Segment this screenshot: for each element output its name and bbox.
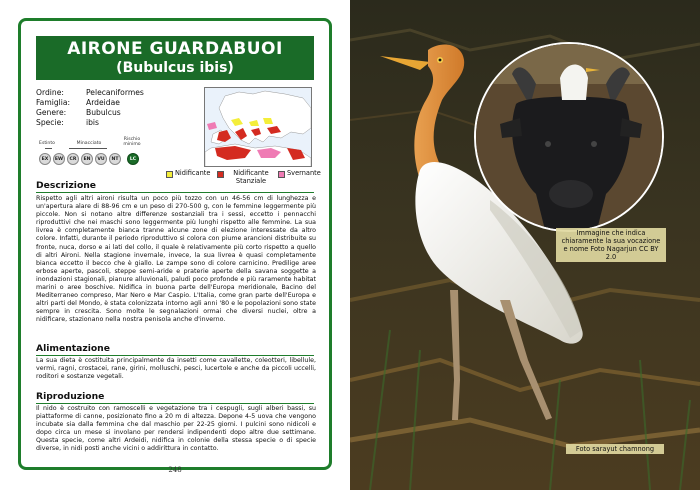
section-heading-alimentazione: Alimentazione — [36, 343, 110, 354]
map-legend — [166, 170, 336, 186]
iucn-circle-vu: VU — [95, 153, 107, 165]
legend-swatch — [166, 171, 173, 178]
taxonomy-table — [36, 88, 144, 128]
section-rule — [36, 355, 314, 356]
common-name-title: AIRONE GUARDABUOI — [67, 39, 283, 59]
taxonomy-row-specie — [36, 118, 144, 128]
legend-item-nidificante-stanziale — [217, 170, 276, 185]
right-page-photo — [350, 0, 700, 490]
legend-swatch — [217, 171, 224, 178]
taxonomy-row-genere — [36, 108, 144, 118]
taxonomy-label: Famiglia: — [36, 98, 71, 107]
iucn-circle-ex: EX — [39, 153, 51, 165]
inset-circle-photo — [474, 42, 664, 232]
taxonomy-value: Bubulcus — [86, 108, 121, 117]
taxonomy-row-famiglia — [36, 98, 144, 108]
scientific-name-title: (Bubulcus ibis) — [116, 60, 234, 76]
section-text-alimentazione: La sua dieta è costituita principalmente da insetti come cavallette, coleotteri, libellule, vermi, ragni, crostacei, rane, girini, molluschi, pesci, lucertole e anche da piccoli uccelli, roditori e sostanze vegetali. — [36, 357, 316, 381]
iucn-bracket-threatened — [69, 148, 107, 149]
legend-label: Svernante — [287, 169, 321, 177]
iucn-status-scale — [36, 137, 156, 170]
page-number: 248 — [168, 466, 182, 474]
section-text-descrizione: Rispetto agli altri aironi risulta un poco più tozzo con un 46-56 cm di lunghezza e un'apertura alare di 88-96 cm e un peso di 270-500 g, con le femmine leggermente più piccole. Non si notano altre differenze sostanziali tra i sessi, eccetto i pennacchi riproduttivi che nei maschi sono leggermente più lunghi rispetto alle femmine. La sua livrea è completamente bianca tranne alcune zone di elezione interessate da altro colore. Infatti, durante il periodo riproduttivo si colora con piume arancioni distribuite su fronte, nuca, dorso e ai lati del collo, il quale è relativamente più corto rispetto a quello di altri Aironi. Nella stagione invernale, invece, la sua livrea è quasi completamente bianca eccetto il becco che è giallo. Le zampe sono di colore carnicino. Predilige aree erbose aperte, pascoli, steppe semi-aride e praterie aperte della savana soggette a inondazioni stagionali, pianure alluvionali, paludi poco profonde e più raramente habitat marini o aree boschive. Nidifica in buona parte dell'Europa meridionale, Bacino del Mediterraneo compreso, Mar Nero e Mar Caspio. L'Italia, come gran parte dell'Europa e altri parti del Mondo, è stata colonizzata intorno agli anni '80 e le popolazioni sono state sempre in crescita. Sono molte le segnalazioni ormai che diversi nuclei, oltre a nidificare, stazionano nella nostra penisola anche d'inverno. — [36, 195, 316, 324]
taxonomy-row-ordine — [36, 88, 144, 98]
legend-label: Nidificante — [175, 169, 211, 177]
section-rule — [36, 403, 314, 404]
iucn-circle-ew: EW — [53, 153, 65, 165]
legend-swatch — [278, 171, 285, 178]
section-text-riproduzione: Il nido è costruito con ramoscelli e vegetazione tra i cespugli, sugli alberi bassi, su piattaforme di canne, posizionato fino a 20 m di altezza. Depone 4-5 uova che vengono incubate sia dalla femmina che dal maschio per 22-25 giorni. I pulcini sono nidicoli e dopo circa un mese si involano per rendersi indipendenti dopo altre due settimane. Questa specie, come altri Ardeidi, nidifica in colonie della stessa specie o di specie diverse, in nidi posti anche vicini o addirittura in contatto. — [36, 405, 316, 453]
taxonomy-label: Specie: — [36, 118, 64, 127]
section-heading-descrizione: Descrizione — [36, 180, 97, 191]
iucn-circle-lc: LC — [127, 153, 139, 165]
inset-photo-caption: Immagine che indica chiaramente la sua vocazione e nome Foto Nagarjun CC BY 2.0 — [556, 228, 666, 262]
iucn-circle-en: EN — [81, 153, 93, 165]
legend-item-svernante — [278, 170, 321, 178]
taxonomy-value: Pelecaniformes — [86, 88, 144, 97]
title-banner — [36, 36, 314, 80]
taxonomy-label: Genere: — [36, 108, 67, 117]
cow-with-egret-illustration — [476, 44, 664, 232]
taxonomy-value: ibis — [86, 118, 99, 127]
iucn-label-extinct: Estinto — [39, 141, 55, 146]
legend-label: Nidificante Stanziale — [233, 169, 269, 185]
distribution-map — [204, 87, 312, 167]
iucn-circle-nt: NT — [109, 153, 121, 165]
iucn-label-threatened: Minacciato — [76, 141, 102, 146]
section-rule — [36, 192, 314, 193]
iucn-circle-cr: CR — [67, 153, 79, 165]
iucn-label-low-risk: Rischio minimo — [123, 137, 141, 147]
legend-item-nidificante — [166, 170, 210, 178]
taxonomy-label: Ordine: — [36, 88, 64, 97]
photo-credit-caption: Foto sarayut chamnong — [566, 444, 664, 454]
taxonomy-value: Ardeidae — [86, 98, 120, 107]
map-graphic — [205, 88, 312, 167]
iucn-bracket-extinct — [45, 148, 52, 149]
section-heading-riproduzione: Riproduzione — [36, 391, 105, 402]
